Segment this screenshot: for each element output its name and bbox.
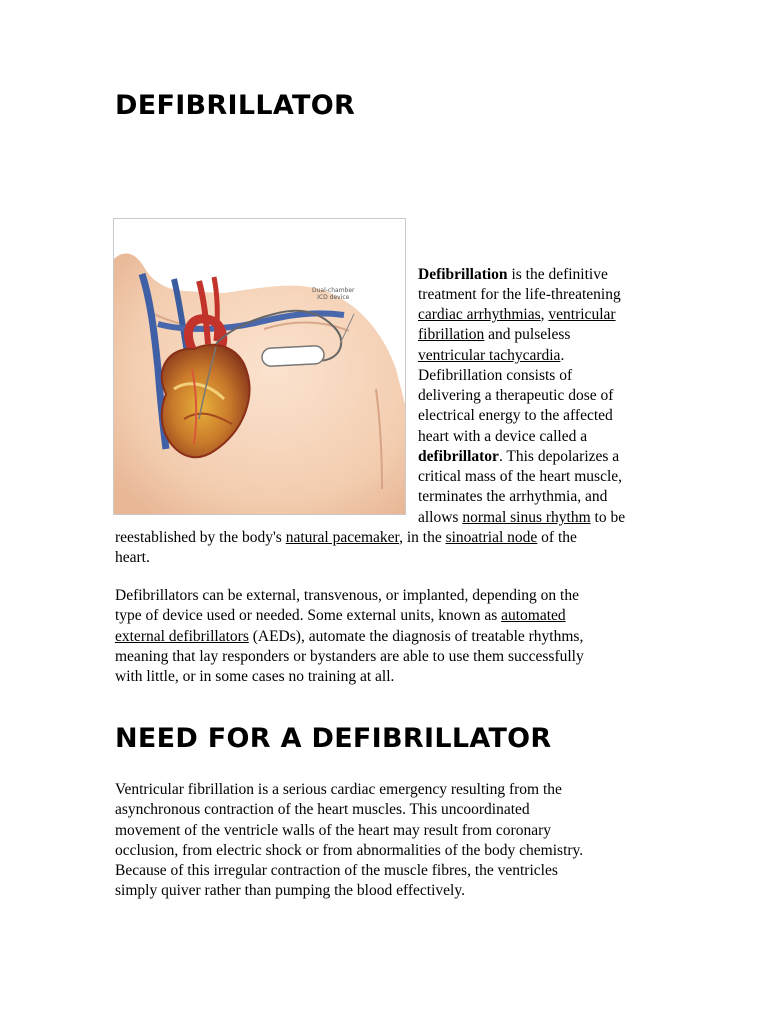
intro-line: cardiac arrhythmias, ventricular xyxy=(418,306,616,323)
intro-line: critical mass of the heart muscle, xyxy=(418,468,623,485)
intro-line: electrical energy to the affected xyxy=(418,407,613,424)
chest-anatomy-image xyxy=(114,219,405,514)
link-sinoatrial-node[interactable]: sinoatrial node xyxy=(445,529,538,546)
link-external-defibrillators[interactable]: external defibrillators xyxy=(115,627,249,645)
intro-line: reestablished by the body's natural pacemaker, in the sinoatrial node of the xyxy=(115,529,577,546)
figure-label: Dual-chamber ICD device xyxy=(312,287,355,301)
intro-line: defibrillator. This depolarizes a xyxy=(418,448,620,465)
heart-icd-illustration xyxy=(113,218,406,515)
intro-line: delivering a therapeutic dose of xyxy=(418,387,614,404)
term-defibrillation: Defibrillation xyxy=(418,266,508,283)
intro-line: treatment for the life-threatening xyxy=(418,286,621,303)
intro-line: allows normal sinus rhythm to be xyxy=(418,509,626,526)
link-cardiac-arrhythmias[interactable]: cardiac arrhythmias xyxy=(418,306,541,323)
need-paragraph: Ventricular fibrillation is a serious cardiac emergency resulting from the asynchronous contraction of the heart muscles. This uncoordinated movement of the ventricle walls of the heart may result from coronary occlusion, from electric shock or from abnormalities of the body chemistry. Because of this irregular contraction of the muscle fibres, the ventricles simply quiver rather than pumping the blood effectively. xyxy=(115,781,584,900)
intro-line: terminates the arrhythmia, and xyxy=(418,488,608,505)
types-paragraph: Defibrillators can be external, transvenous, or implanted, depending on the type of device used or needed. Some external units, known as automated external defibrillators (AEDs), automate the diagnosis of treatable rhythms, meaning that lay responders or bystanders are able to use them successfully with little, or in some cases no training at all. xyxy=(115,587,584,686)
intro-line: Defibrillation consists of xyxy=(418,367,573,384)
intro-line: Defibrillation is the definitive xyxy=(418,266,608,283)
link-ventricular-fibrillation[interactable]: ventricular xyxy=(548,306,616,323)
intro-line: ventricular tachycardia. xyxy=(418,347,565,364)
link-natural-pacemaker[interactable]: natural pacemaker xyxy=(285,529,400,546)
page-title: DEFIBRILLATOR xyxy=(115,90,356,121)
section-heading: NEED FOR A DEFIBRILLATOR xyxy=(115,723,552,754)
link-ventricular-tachycardia[interactable]: ventricular tachycardia xyxy=(418,347,561,364)
link-normal-sinus-rhythm[interactable]: normal sinus rhythm xyxy=(462,509,591,526)
link-fibrillation[interactable]: fibrillation xyxy=(418,326,485,343)
intro-line: heart with a device called a xyxy=(418,428,588,445)
intro-line: fibrillation and pulseless xyxy=(418,326,571,343)
intro-line: heart. xyxy=(115,549,150,566)
term-defibrillator: defibrillator xyxy=(418,448,499,465)
link-automated[interactable]: automated xyxy=(501,607,566,625)
